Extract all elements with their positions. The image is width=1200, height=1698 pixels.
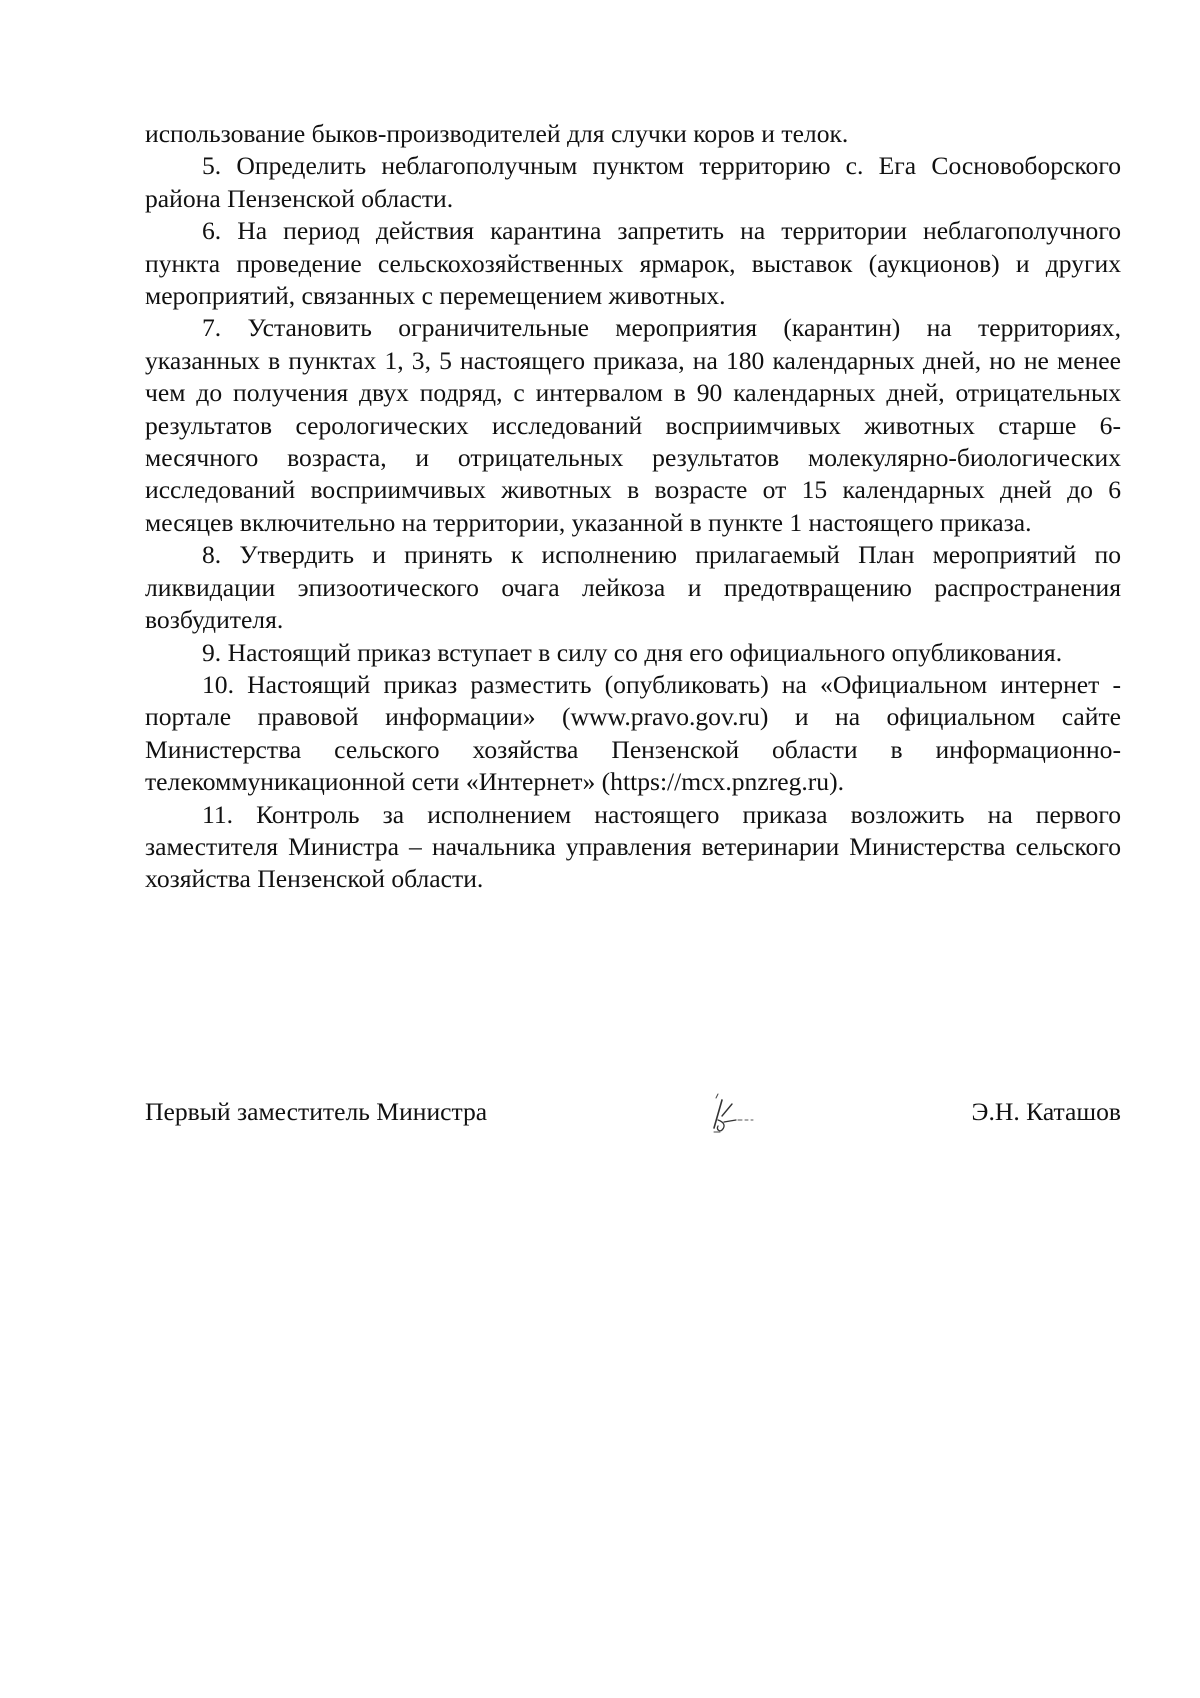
paragraph-item-8: 8. Утвердить и принять к исполнению прилагаемый План мероприятий по ликвидации эпизоотического очага лейкоза и предотвращению распространения возбудителя. xyxy=(145,540,1121,635)
handwritten-signature-icon xyxy=(700,1086,770,1138)
document-body xyxy=(145,118,1121,896)
paragraph-item-9: 9. Настоящий приказ вступает в силу со дня его официального опубликования. xyxy=(202,637,1063,667)
paragraph-item-6: 6. На период действия карантина запретить на территории неблагополучного пункта проведение сельскохозяйственных ярмарок, выставок (аукционов) и других мероприятий, связанных с перемещением животных. xyxy=(145,216,1121,311)
paragraph-item-5: 5. Определить неблагополучным пунктом территорию с. Ега Сосновоборского района Пензенской области. xyxy=(145,151,1121,213)
signatory-name: Э.Н. Каташов xyxy=(971,1097,1121,1126)
paragraph-item-10: 10. Настоящий приказ разместить (опубликовать) на «Официальном интернет - портале правовой информации» (www.pravo.gov.ru) и на официальном сайте Министерства сельского хозяйства Пензенской области в информационно-телекоммуникационной сети «Интернет» (https://mcx.pnzreg.ru). xyxy=(145,669,1121,797)
paragraph-item-11: 11. Контроль за исполнением настоящего приказа возложить на первого заместителя Министра – начальника управления ветеринарии Министерства сельского хозяйства Пензенской области. xyxy=(145,799,1121,894)
paragraph-continuation: использование быков-производителей для случки коров и телок. xyxy=(145,119,849,148)
paragraph-item-7: 7. Установить ограничительные мероприятия (карантин) на территориях, указанных в пунктах 1, 3, 5 настоящего приказа, на 180 календарных дней, но не менее чем до получения двух подряд, с интервалом в 90 календарных дней, отрицательных результатов серологических исследований восприимчивых животных старше 6-месячного возраста, и отрицательных результатов молекулярно-биологических исследований восприимчивых животных в возрасте от 15 календарных дней до 6 месяцев включительно на территории, указанной в пункте 1 настоящего приказа. xyxy=(145,313,1121,537)
signatory-title: Первый заместитель Министра xyxy=(145,1097,488,1126)
signature-block xyxy=(145,1096,1121,1136)
